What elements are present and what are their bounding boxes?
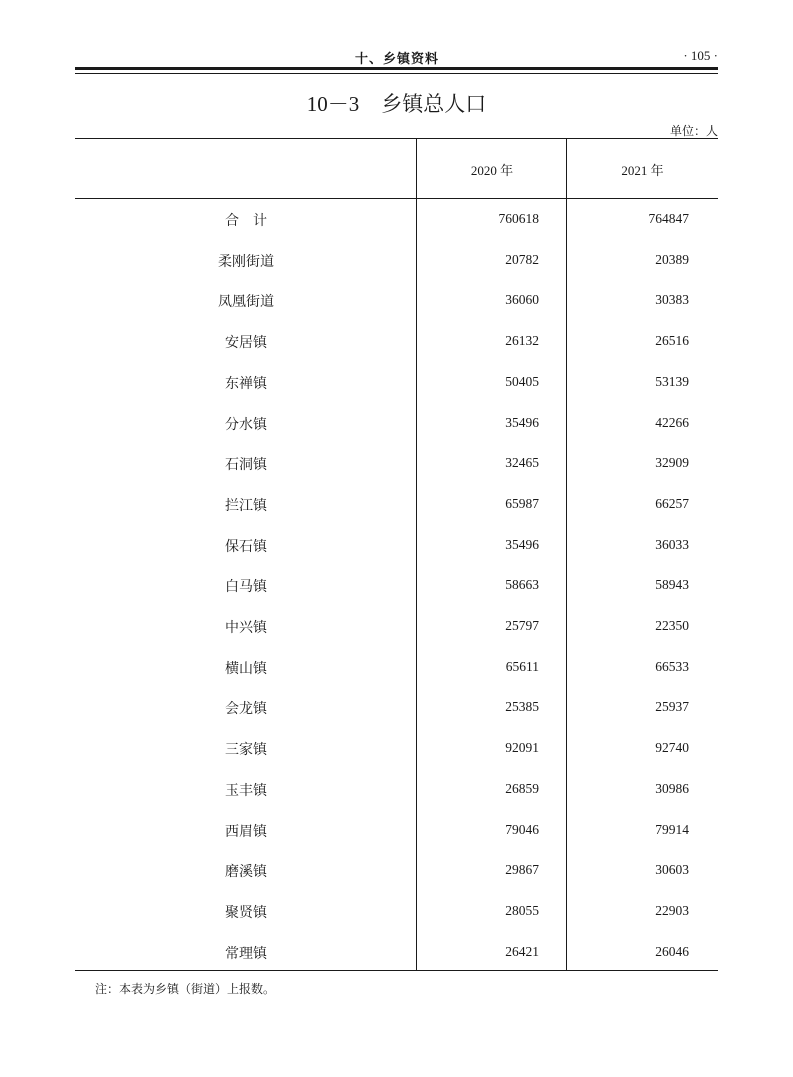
row-name: 安居镇 — [225, 335, 267, 352]
value-2021: 30986 — [655, 780, 689, 796]
value-2020: 36060 — [505, 292, 539, 308]
table-row — [75, 536, 718, 577]
row-name: 分水镇 — [225, 416, 267, 433]
row-name: 玉丰镇 — [225, 782, 267, 799]
table-row — [75, 821, 718, 862]
row-name: 白马镇 — [225, 579, 267, 596]
table-title: 乡镇总人口 — [381, 92, 487, 116]
value-2021: 53139 — [655, 373, 689, 389]
value-2020: 65987 — [505, 495, 539, 511]
row-name: 拦江镇 — [225, 497, 267, 514]
row-name: 柔刚街道 — [218, 253, 274, 270]
value-2021: 66533 — [655, 658, 689, 674]
value-2020: 26421 — [505, 943, 539, 959]
value-2021: 42266 — [655, 414, 689, 430]
table-row — [75, 698, 718, 739]
header-rule-thick — [75, 67, 718, 70]
value-2020: 50405 — [505, 373, 539, 389]
column-header-2020: 2020 年 — [470, 163, 514, 178]
table-row — [75, 373, 718, 414]
table-footnote: 注：本表为乡镇（街道）上报数。 — [95, 982, 276, 996]
value-2021: 30383 — [655, 292, 689, 308]
row-name: 聚贤镇 — [225, 904, 267, 921]
value-2020: 35496 — [505, 536, 539, 552]
header-rule-thin — [75, 73, 718, 74]
unit-label: 单位：人 — [669, 124, 718, 138]
table-row — [75, 943, 718, 984]
table-row — [75, 414, 718, 455]
value-2020: 79046 — [505, 821, 539, 837]
value-2021: 26516 — [655, 333, 689, 349]
page-title — [0, 88, 793, 118]
value-2020: 25797 — [505, 618, 539, 633]
value-2020: 28055 — [505, 902, 539, 918]
table-row — [75, 617, 718, 658]
table-row — [75, 576, 718, 617]
table-row — [75, 739, 718, 780]
value-2021: 30603 — [655, 862, 689, 878]
value-2020: 26132 — [505, 333, 539, 349]
table-row — [75, 332, 718, 373]
table-number: 10－3 — [306, 92, 360, 116]
row-name: 磨溪镇 — [225, 864, 267, 881]
value-2020: 29867 — [505, 862, 539, 878]
value-2020: 92091 — [505, 740, 539, 756]
row-name: 石洞镇 — [225, 457, 267, 474]
value-2020: 58663 — [505, 577, 539, 593]
value-2021: 22903 — [655, 902, 689, 918]
row-name: 凤凰街道 — [218, 294, 274, 311]
table-row — [75, 495, 718, 536]
row-name: 保石镇 — [225, 538, 267, 555]
row-name: 合 计 — [225, 213, 267, 229]
table-row — [75, 780, 718, 821]
table-row — [75, 291, 718, 332]
row-name: 东禅镇 — [225, 375, 267, 392]
column-header-2021: 2021 年 — [621, 163, 664, 178]
value-2020: 32465 — [505, 455, 539, 471]
value-2021: 764847 — [648, 211, 689, 226]
row-name: 中兴镇 — [225, 620, 267, 636]
value-2020: 25385 — [505, 699, 539, 715]
row-name: 三家镇 — [225, 742, 267, 759]
row-name: 常理镇 — [225, 945, 267, 962]
table-row — [75, 902, 718, 943]
row-name: 西眉镇 — [225, 823, 267, 840]
value-2021: 58943 — [655, 577, 689, 593]
table-header-rule — [75, 198, 718, 199]
value-2021: 36033 — [655, 536, 689, 552]
table-row — [75, 861, 718, 902]
value-2020: 35496 — [505, 414, 539, 430]
value-2021: 25937 — [655, 699, 689, 715]
value-2020: 26859 — [505, 780, 539, 796]
value-2021: 79914 — [655, 821, 689, 837]
running-header-section: 十、乡镇资料 — [355, 52, 440, 67]
row-name: 横山镇 — [225, 660, 267, 677]
page-number: · 105 · — [683, 48, 718, 63]
value-2021: 22350 — [655, 618, 689, 633]
value-2020: 20782 — [505, 251, 539, 267]
value-2020: 760618 — [498, 211, 539, 226]
row-name: 会龙镇 — [225, 701, 267, 718]
value-2021: 66257 — [655, 495, 689, 511]
table-row — [75, 210, 718, 251]
table-row — [75, 251, 718, 292]
table-row — [75, 658, 718, 699]
table-top-rule — [75, 138, 718, 139]
table-row — [75, 454, 718, 495]
value-2020: 65611 — [505, 658, 539, 674]
value-2021: 32909 — [655, 455, 689, 471]
value-2021: 20389 — [655, 251, 689, 267]
value-2021: 26046 — [655, 943, 689, 959]
value-2021: 92740 — [655, 740, 689, 756]
